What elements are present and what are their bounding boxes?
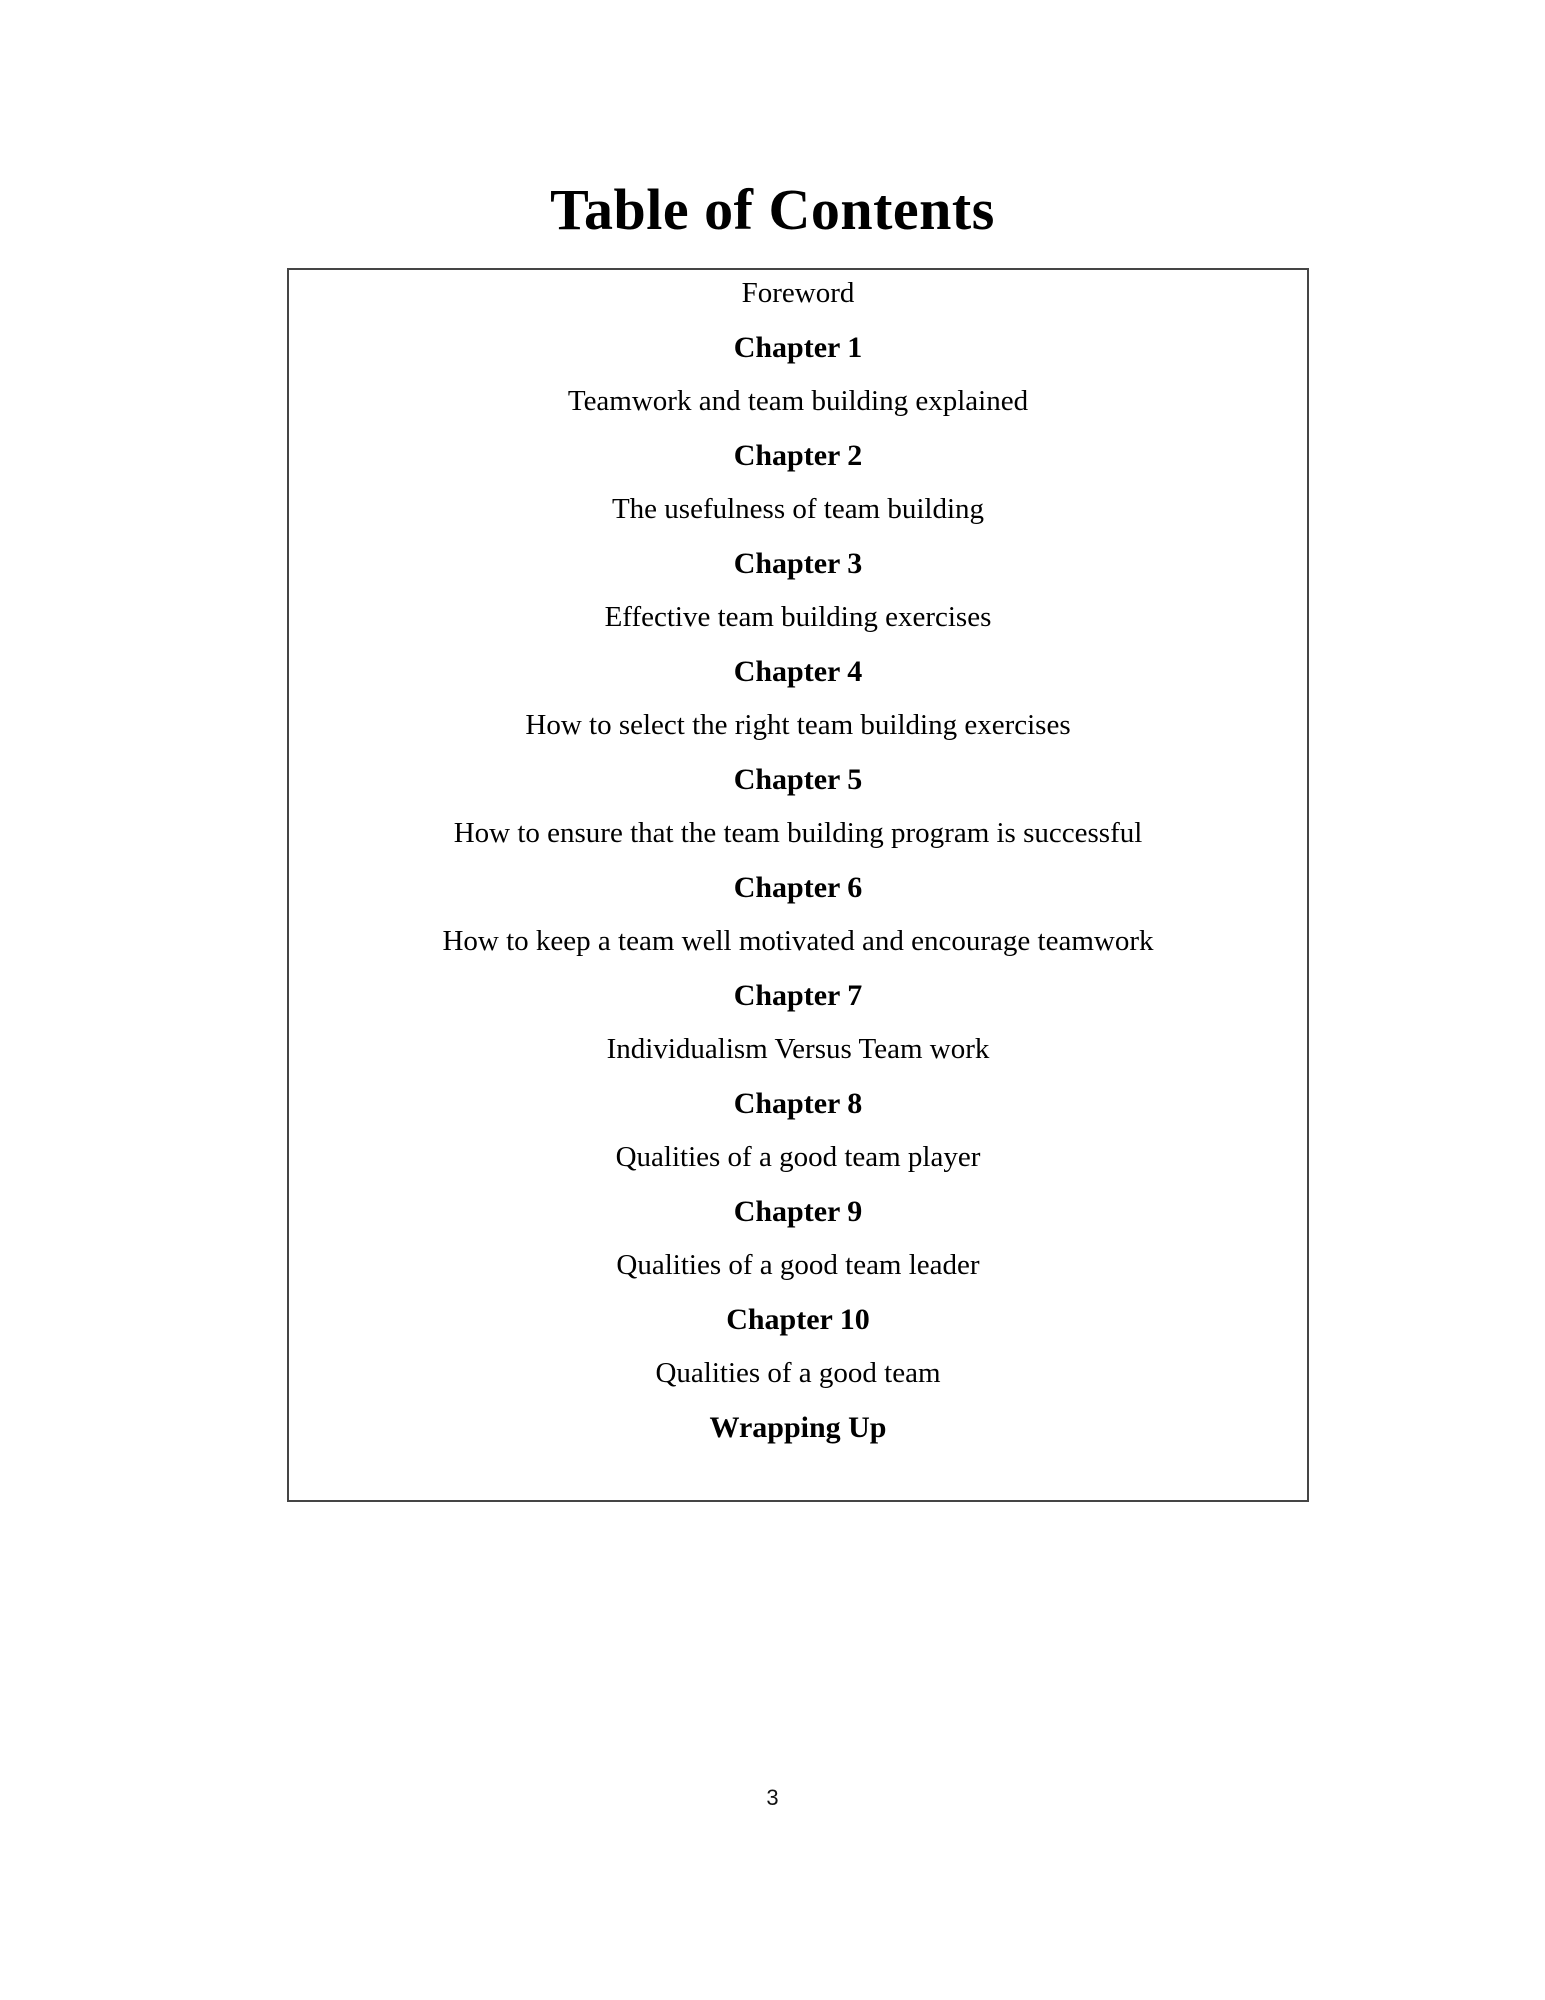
toc-entry: Individualism Versus Team work — [606, 1033, 990, 1065]
toc-entry: How to ensure that the team building program is successful — [453, 817, 1143, 849]
toc-entry: Chapter 8 — [733, 1087, 863, 1120]
toc-entry: Chapter 2 — [733, 439, 863, 472]
toc-entry-list — [289, 270, 1307, 1449]
toc-entry: Chapter 5 — [733, 763, 863, 796]
toc-entry: Qualities of a good team — [655, 1357, 941, 1389]
toc-entry: Chapter 3 — [733, 547, 863, 580]
toc-entry: Chapter 9 — [733, 1195, 863, 1228]
toc-entry: Chapter 6 — [733, 871, 863, 904]
toc-entry: Chapter 7 — [733, 979, 863, 1012]
toc-entry: Qualities of a good team player — [615, 1141, 981, 1173]
toc-entry: How to select the right team building exercises — [525, 709, 1071, 741]
toc-entry: The usefulness of team building — [611, 493, 985, 525]
toc-entry: Chapter 1 — [733, 331, 863, 364]
toc-entry: Effective team building exercises — [604, 601, 992, 633]
toc-entry: Chapter 10 — [726, 1303, 870, 1336]
page-title: Table of Contents — [550, 177, 995, 242]
toc-entry: Foreword — [741, 277, 855, 309]
toc-entry: Chapter 4 — [733, 655, 863, 688]
toc-entry: Wrapping Up — [709, 1411, 887, 1444]
toc-entry: Teamwork and team building explained — [567, 385, 1029, 417]
toc-box — [287, 268, 1309, 1502]
page-number: 3 — [766, 1785, 779, 1810]
toc-entry: Qualities of a good team leader — [616, 1249, 980, 1281]
toc-entry: How to keep a team well motivated and encourage teamwork — [442, 925, 1154, 957]
